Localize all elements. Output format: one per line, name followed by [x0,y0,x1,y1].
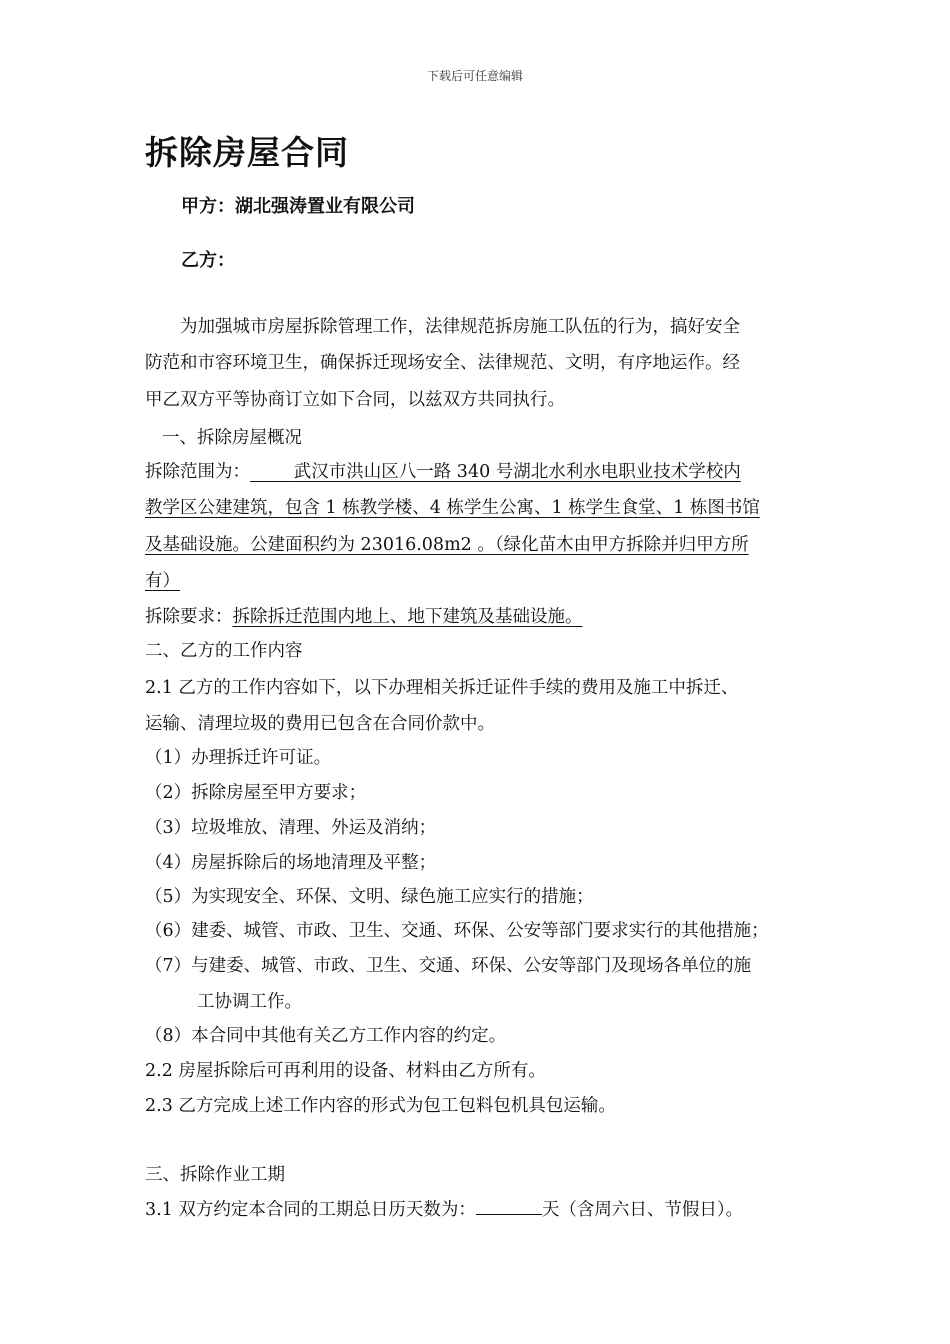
requirement-label: 拆除要求： [145,607,233,627]
header-note: 下载后可任意编辑 [426,69,523,83]
work-item-6: （6）建委、城管、市政、卫生、交通、环保、公安等部门要求实行的其他措施； [145,921,769,941]
section-1-heading: 一、拆除房屋概况 [162,428,302,448]
work-item-8: （8）本合同中其他有关乙方工作内容的约定。 [145,1026,507,1046]
section-2-heading: 二、乙方的工作内容 [145,641,303,661]
work-item-1: （1）办理拆迁许可证。 [145,748,332,768]
intro-line-2: 防范和市容环境卫生，确保拆迁现场安全、法律规范、文明，有序地运作。经 [145,353,740,373]
work-item-4: （4）房屋拆除后的场地清理及平整； [145,853,437,873]
work-item-3: （3）垃圾堆放、清理、外运及消纳； [145,818,437,838]
contract-title: 拆除房屋合同 [145,133,349,172]
section-3-heading: 三、拆除作业工期 [145,1165,285,1185]
work-item-7: （7）与建委、城管、市政、卫生、交通、环保、公安等部门及现场各单位的施 [145,956,752,976]
clause-3-1 [145,1196,743,1221]
requirement-text: 拆除拆迁范围内地上、地下建筑及基础设施。 [232,607,583,627]
clause-3-1-text: 3.1 双方约定本合同的工期总日历天数为： [145,1200,476,1220]
scope-line-2: 教学区公建建筑，包含 1 栋教学楼、4 栋学生公寓、1 栋学生食堂、1 栋图书馆 [145,498,760,518]
scope-line-3: 及基础设施。公建面积约为 23016.08m2 。（绿化苗木由甲方拆除并归甲方所 [145,535,749,555]
party-b: 乙方： [181,250,235,271]
scope-label: 拆除范围为： [145,462,250,482]
intro-line-3: 甲乙双方平等协商订立如下合同，以兹双方共同执行。 [145,390,565,410]
clause-2-1-line-1: 2.1 乙方的工作内容如下，以下办理相关拆迁证件手续的费用及施工中拆迁、 [145,678,739,698]
intro-line-1: 为加强城市房屋拆除管理工作，法律规范拆房施工队伍的行为，搞好安全 [180,317,740,337]
requirement-line [145,603,583,628]
clause-2-1-line-2: 运输、清理垃圾的费用已包含在合同价款中。 [145,714,495,734]
days-blank-field [476,1196,542,1215]
work-item-5: （5）为实现安全、环保、文明、绿色施工应实行的措施； [145,887,594,907]
scope-line-4: 有） [145,571,180,591]
work-item-7-continued: 工协调工作。 [197,992,302,1012]
work-item-2: （2）拆除房屋至甲方要求； [145,783,367,803]
scope-text: 武汉市洪山区八一路 340 号湖北水利水电职业技术学校内 [293,462,741,482]
clause-2-3: 2.3 乙方完成上述工作内容的形式为包工包料包机具包运输。 [145,1096,616,1116]
clause-2-2: 2.2 房屋拆除后可再利用的设备、材料由乙方所有。 [145,1061,546,1081]
clause-3-1-suffix: 天（含周六日、节假日）。 [541,1200,744,1220]
scope-line-1 [145,458,741,483]
party-a: 甲方：湖北强涛置业有限公司 [181,196,415,217]
